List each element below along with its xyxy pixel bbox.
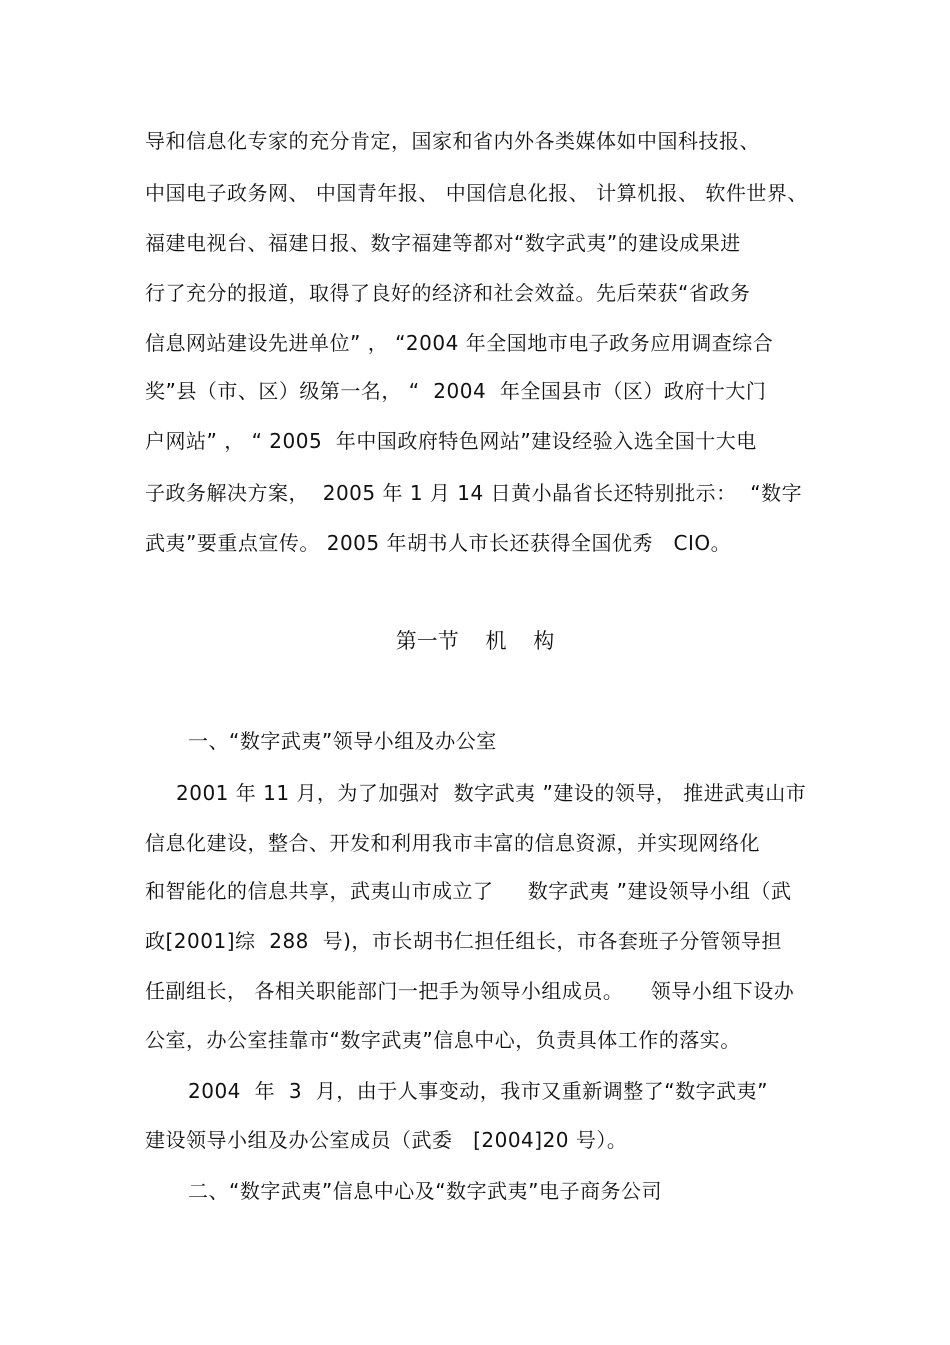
intro-line-9: 武夷”要重点宣传。 2005 年胡书人市长还获得全国优秀 CIO。: [145, 531, 732, 555]
paragraph-1-line-4: 政[2001]综 288 号)，市长胡书仁担任组长，市各套班子分管领导担: [145, 929, 782, 953]
paragraph-1-line-1: 2001 年 11 月，为了加强对 数字武夷 ”建设的领导， 推进武夷山市: [176, 781, 807, 805]
paragraph-1-line-5: 任副组长， 各相关职能部门一把手为领导小组成员。 领导小组下设办: [145, 979, 795, 1003]
intro-line-7: 户网站” ， “ 2005 年中国政府特色网站”建设经验入选全国十大电: [145, 429, 757, 453]
paragraph-1-line-2: 信息化建设，整合、开发和利用我市丰富的信息资源，并实现网络化: [145, 831, 760, 855]
paragraph-1-line-3: 和智能化的信息共享，武夷山市成立了 数字武夷 ”建设领导小组（武: [145, 879, 792, 903]
intro-line-8: 子政务解决方案， 2005 年 1 月 14 日黄小晶省长还特别批示： “数字: [145, 481, 803, 505]
intro-line-2: 中国电子政务网、 中国青年报、 中国信息化报、 计算机报、 软件世界、: [145, 181, 808, 205]
paragraph-1-line-6: 公室，办公室挂靠市“数字武夷”信息中心，负责具体工作的落实。: [145, 1028, 741, 1052]
section-title: 第一节 机 构: [395, 629, 555, 653]
intro-line-4: 行了充分的报道，取得了良好的经济和社会效益。先后荣获“省政务: [145, 281, 751, 305]
subsection-1-title: 一、“数字武夷”领导小组及办公室: [188, 729, 497, 753]
intro-line-6: 奖”县（市、区）级第一名， “ 2004 年全国县市（区）政府十大门: [145, 379, 767, 403]
intro-line-5: 信息网站建设先进单位” ， “2004 年全国地市电子政务应用调查综合: [145, 331, 774, 355]
paragraph-2-line-2: 建设领导小组及办公室成员（武委 [2004]20 号）。: [145, 1128, 628, 1152]
subsection-2-title: 二、“数字武夷”信息中心及“数字武夷”电子商务公司: [188, 1179, 662, 1203]
intro-line-3: 福建电视台、福建日报、数字福建等都对“数字武夷”的建设成果进: [145, 231, 741, 255]
intro-line-1: 导和信息化专家的充分肯定，国家和省内外各类媒体如中国科技报、: [145, 129, 760, 153]
paragraph-2-line-1: 2004 年 3 月，由于人事变动，我市又重新调整了“数字武夷”: [188, 1079, 768, 1103]
